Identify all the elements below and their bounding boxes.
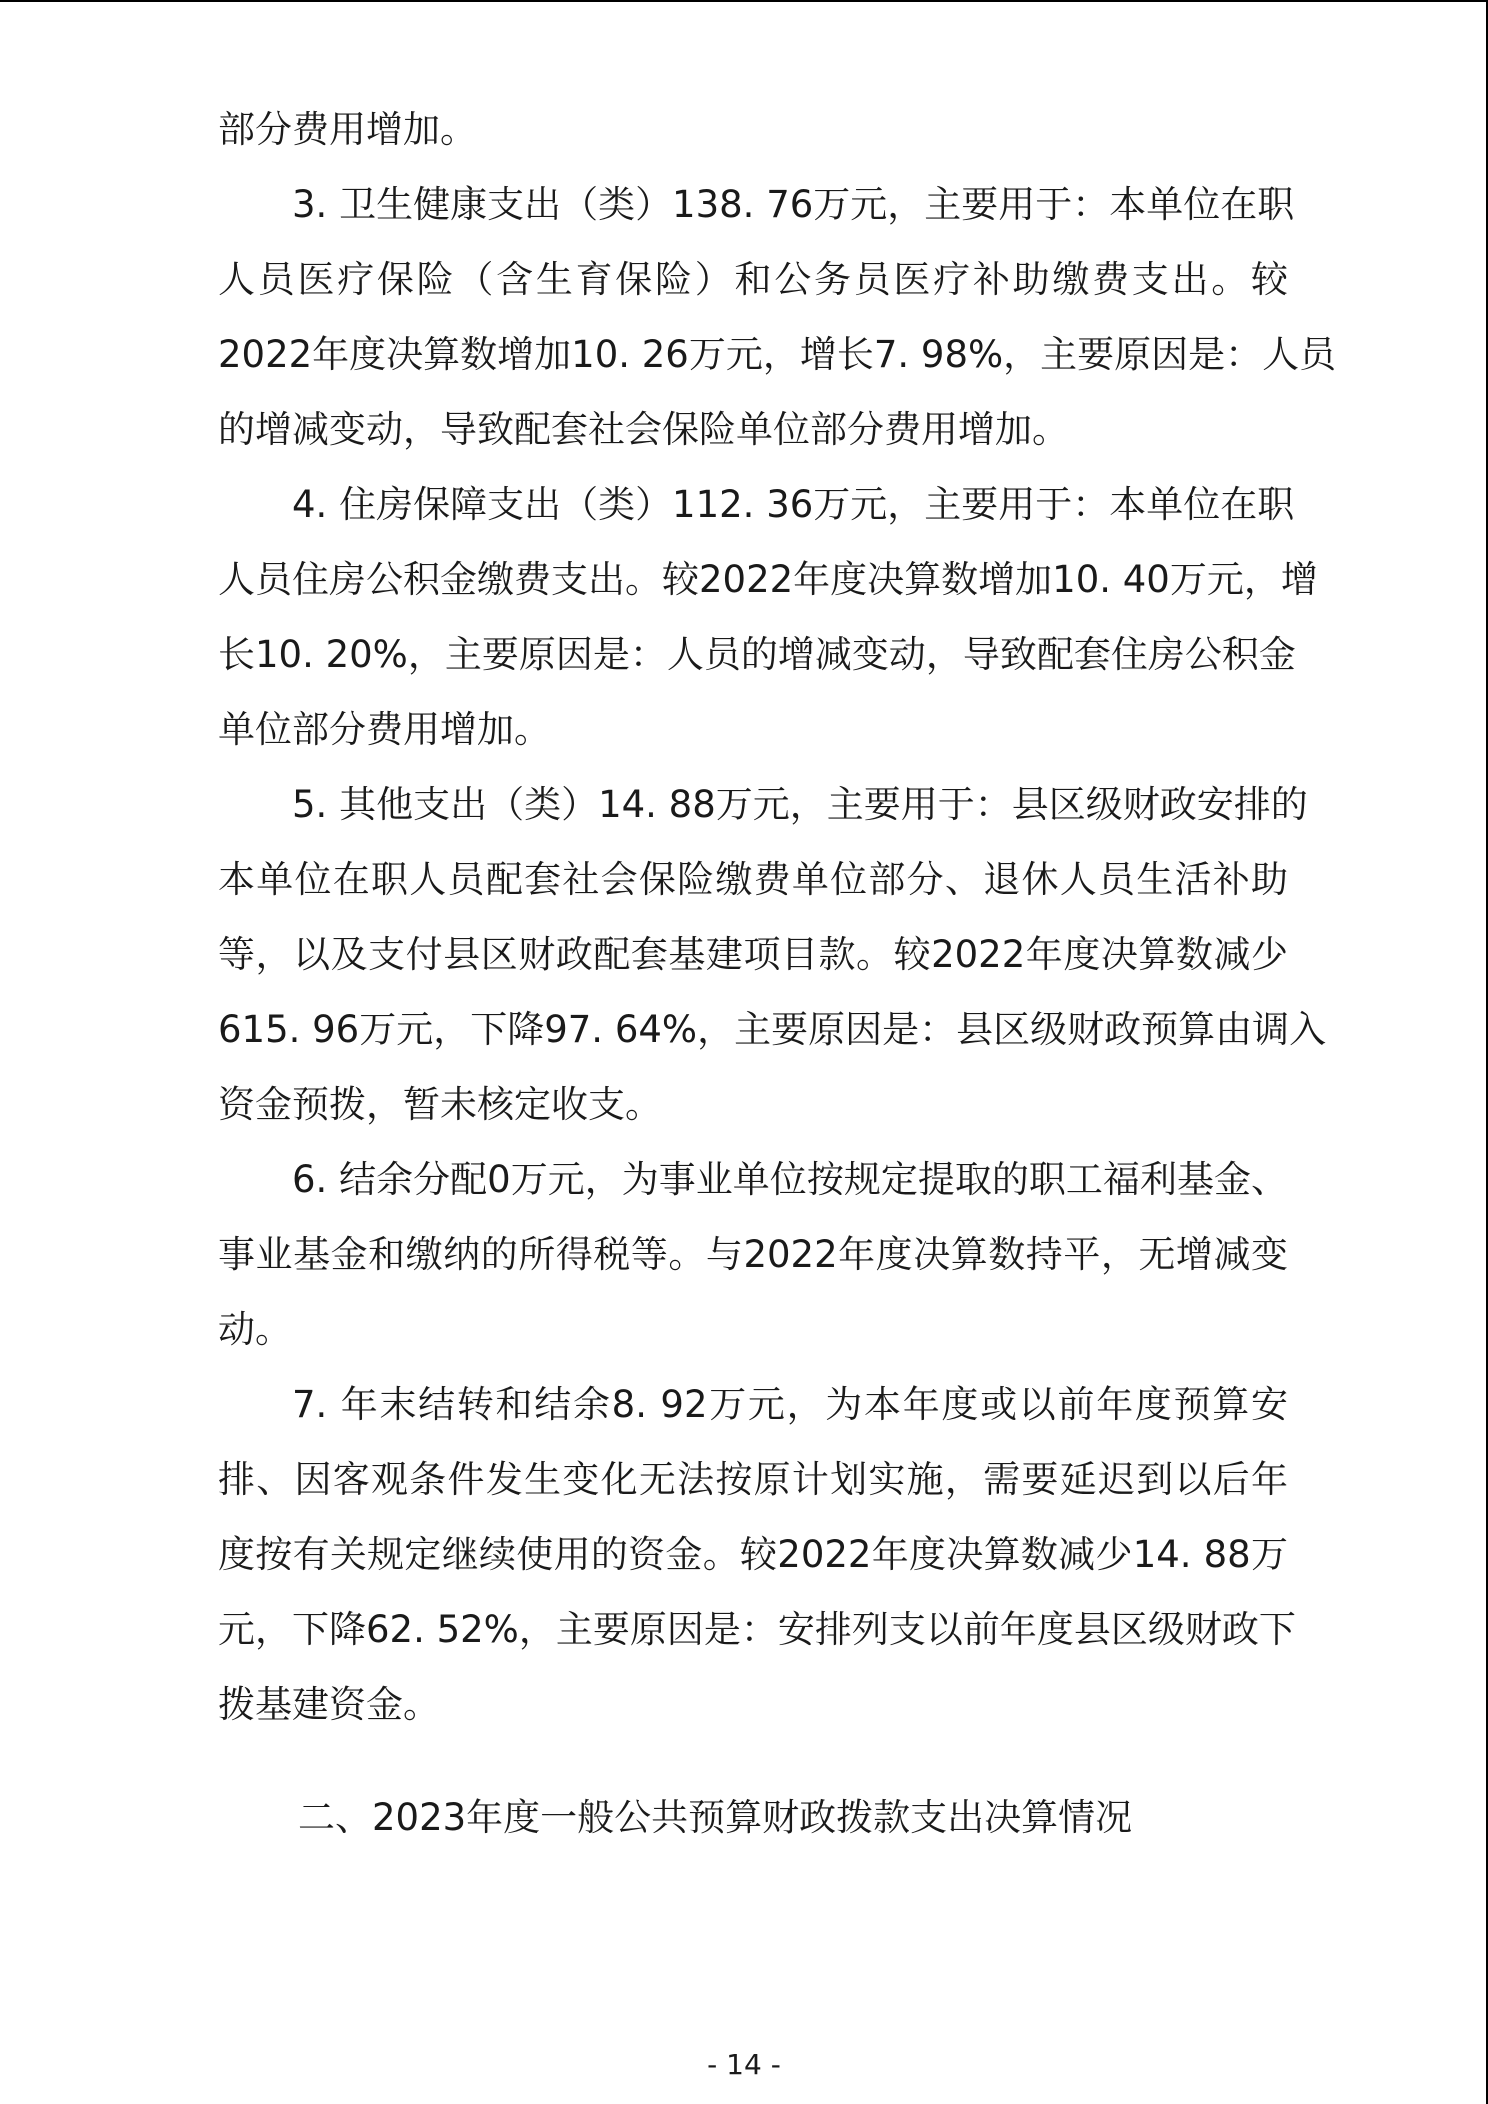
text-line: 4. 住房保障支出（类）112. 36万元，主要用于：本单位在职	[292, 483, 1295, 526]
paragraph-year-end-carryover	[218, 1367, 1296, 1742]
text-line: 本单位在职人员配套社会保险缴费单位部分、退休人员生活补助	[218, 858, 1288, 901]
text-line: 度按有关规定继续使用的资金。较2022年度决算数减少14. 88万	[218, 1533, 1288, 1576]
text-line: 部分费用增加。	[218, 108, 477, 151]
text-line: 3. 卫生健康支出（类）138. 76万元，主要用于：本单位在职	[292, 183, 1295, 226]
document-body	[218, 92, 1337, 1742]
paragraph-other-expenditure	[218, 767, 1327, 1142]
text-line: 2022年度决算数增加10. 26万元，增长7. 98%，主要原因是：人员	[218, 333, 1337, 376]
text-line: 元，下降62. 52%，主要原因是：安排列支以前年度县区级财政下	[218, 1608, 1296, 1651]
text-line: 单位部分费用增加。	[218, 708, 551, 751]
text-line: 动。	[218, 1308, 292, 1351]
paragraph-surplus-distribution	[218, 1142, 1288, 1367]
text-line: 7. 年末结转和结余8. 92万元，为本年度或以前年度预算安	[292, 1383, 1288, 1426]
text-line: 615. 96万元，下降97. 64%，主要原因是：县区级财政预算由调入	[218, 1008, 1327, 1051]
text-line: 资金预拨，暂未核定收支。	[218, 1083, 662, 1126]
page-top-border	[0, 0, 1488, 2]
paragraph-housing-expenditure	[218, 467, 1318, 767]
paragraph-continuation	[218, 92, 1288, 167]
text-line: 人员医疗保险（含生育保险）和公务员医疗补助缴费支出。较	[218, 258, 1288, 301]
section-heading: 二、2023年度一般公共预算财政拨款支出决算情况	[298, 1796, 1133, 1839]
text-line: 6. 结余分配0万元，为事业单位按规定提取的职工福利基金、	[292, 1158, 1288, 1201]
text-line: 人员住房公积金缴费支出。较2022年度决算数增加10. 40万元，增	[218, 558, 1318, 601]
text-line: 排、因客观条件发生变化无法按原计划实施，需要延迟到以后年	[218, 1458, 1288, 1501]
page-number: - 14 -	[707, 2048, 781, 2081]
text-line: 的增减变动，导致配套社会保险单位部分费用增加。	[218, 408, 1069, 451]
text-line: 5. 其他支出（类）14. 88万元，主要用于：县区级财政安排的	[292, 783, 1308, 826]
paragraph-health-expenditure	[218, 167, 1337, 467]
text-line: 事业基金和缴纳的所得税等。与2022年度决算数持平，无增减变	[218, 1233, 1288, 1276]
text-line: 长10. 20%，主要原因是：人员的增减变动，导致配套住房公积金	[218, 633, 1296, 676]
text-line: 拨基建资金。	[218, 1683, 440, 1726]
text-line: 等，以及支付县区财政配套基建项目款。较2022年度决算数减少	[218, 933, 1288, 976]
